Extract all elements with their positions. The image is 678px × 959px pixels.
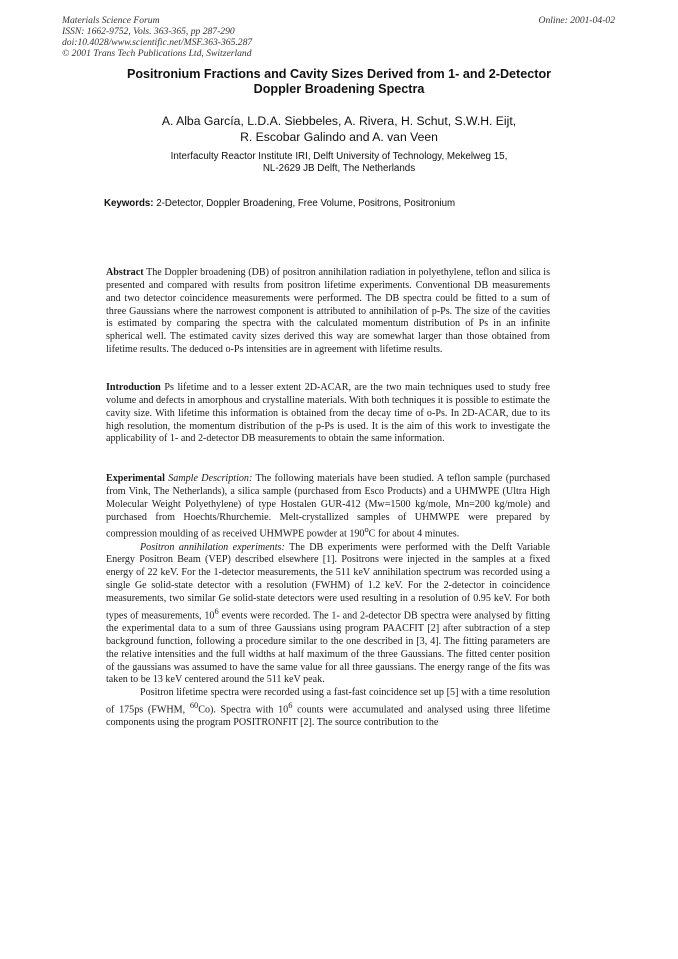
title-line-2: Doppler Broadening Spectra — [253, 82, 425, 96]
sample-description-text-end: C for about 4 minutes. — [368, 528, 460, 540]
abstract-section — [106, 267, 550, 357]
authors-line-1: A. Alba García, L.D.A. Siebbeles, A. Rivera, H. Schut, S.W.H. Eijt, — [161, 114, 517, 128]
abstract-heading: Abstract — [106, 267, 144, 278]
lifetime-text: Positron lifetime spectra were recorded using a fast-fast coincidence set up [5] with a time resolution of 175ps (FWHM, — [106, 687, 550, 716]
positron-annihilation-text: The DB experiments were performed with the Delft Variable Energy Positron Beam (VEP) described elsewhere [1]. Positrons were injected in the samples at a fixed energy of 22 keV. For the 1-detector measurements, the 511 keV annihilation spectrum was recorded using a single Ge solid-state detector with a resolution (FWHM) of 1.2 keV. For the 2-detector in coincidence measurements, two similar Ge solid-state detectors were used resulting in a resolution of 0.95 keV. For both types of measurements, 10 — [106, 541, 550, 622]
positron-annihilation-text-end: events were recorded. The 1- and 2-detector DB spectra were analysed by fitting the experimental data to a sum of three Gaussians using program PAACFIT [2] after subtraction of a step background function, following a procedure similar to the one described in [3, 4]. The fitting parameters are the relative intensities and the full widths at half maximum of the three Gaussians. The fitted center position of the gaussians was assumed to have the same value for all three gaussians. The energy range of the fits was taken to be 13 keV centered around the 511 keV peak. — [106, 610, 551, 686]
introduction-heading: Introduction — [106, 382, 161, 393]
keywords-text: 2-Detector, Doppler Broadening, Free Volume, Positrons, Positronium — [156, 198, 456, 209]
affiliation-line-2: NL-2629 JB Delft, The Netherlands — [262, 163, 416, 174]
experimental-heading: Experimental — [106, 473, 165, 484]
cobalt-mass-number: 60 — [189, 701, 199, 711]
issn-line: ISSN: 1662-9752, Vols. 363-365, pp 287-290 — [62, 26, 235, 37]
experimental-section — [106, 473, 550, 730]
positron-annihilation-paragraph — [106, 542, 550, 688]
introduction-text: Ps lifetime and to a lesser extent 2D-ACAR, are the two main techniques used to study free volume and defects in amorphous and crystalline materials. With both techniques it is possible to estimate the cavity size. With lifetime this information is obtained from the decay time of o-Ps. In 2D-ACAR, due to its high resolution, the momentum distribution of the p-Ps is used. It is the aim of this work to investigate the applicability of 1- and 2-detector DB measurements to obtain the same information. — [106, 382, 551, 445]
affiliation-line-1: Interfaculty Reactor Institute IRI, Delft University of Technology, Mekelweg 15, — [170, 151, 508, 162]
lifetime-text-mid: Co). Spectra with 10 — [198, 704, 289, 716]
keywords-label: Keywords: — [104, 198, 154, 209]
title-line-1: Positronium Fractions and Cavity Sizes Derived from 1- and 2-Detector — [126, 67, 552, 81]
sample-description-text: The following materials have been studied. A teflon sample (purchased from Vink, The Netherlands), a silica sample (purchased from Esco Products) and a UHMWPE (Ultra High Molecular Weight Polyethylene) of type Hostalen GUR-412 (Mw=1500 kg/mole, Mn=200 kg/mole) and purchased from Hoechts/Rhurchemie. Melt-crystallized samples of UHMWPE were prepared by compression moulding of as received UHMWPE powder at 190 — [106, 473, 550, 540]
events-exponent: 6 — [214, 606, 219, 616]
online-date: Online: 2001-04-02 — [538, 15, 615, 26]
lifetime-text-end: counts were accumulated and analysed using three lifetime components using the program POSITRONFIT [2]. The source contribution to the — [106, 704, 550, 729]
copyright-line: © 2001 Trans Tech Publications Ltd, Switzerland — [62, 48, 252, 59]
introduction-section — [106, 382, 550, 446]
positron-annihilation-subheading: Positron annihilation experiments: — [140, 541, 285, 553]
abstract-text: The Doppler broadening (DB) of positron annihilation radiation in polyethylene, teflon and silica is presented and compared with results from positron lifetime experiments. Conventional DB measurements and two detector coincidence measurements were performed. The DB spectra could be fitted to a sum of three Gaussians where the narrowest component is attributed to annihilation of p-Ps. The size of the cavities is estimated by comparing the spectra with the calculated momentum distribution of Ps in an infinite spherical well. The estimated cavity sizes derived this way are somewhat larger than those obtained from lifetime results. The deduced o-Ps intensities are in agreement with lifetime results. — [106, 267, 550, 356]
counts-exponent: 6 — [288, 701, 293, 711]
sample-description-subheading: Sample Description: — [168, 473, 253, 484]
paper-title — [70, 67, 608, 97]
keywords — [104, 198, 584, 210]
journal-name: Materials Science Forum — [62, 15, 160, 26]
affiliation — [70, 151, 608, 175]
lifetime-paragraph — [106, 687, 550, 730]
authors-line-2: R. Escobar Galindo and A. van Veen — [240, 130, 438, 144]
publication-header — [62, 15, 252, 59]
author-list — [70, 113, 608, 145]
doi-link[interactable]: doi:10.4028/www.scientific.net/MSF.363-365.287 — [62, 37, 253, 48]
degree-superscript: o — [364, 525, 369, 535]
sample-description-paragraph — [106, 473, 550, 542]
